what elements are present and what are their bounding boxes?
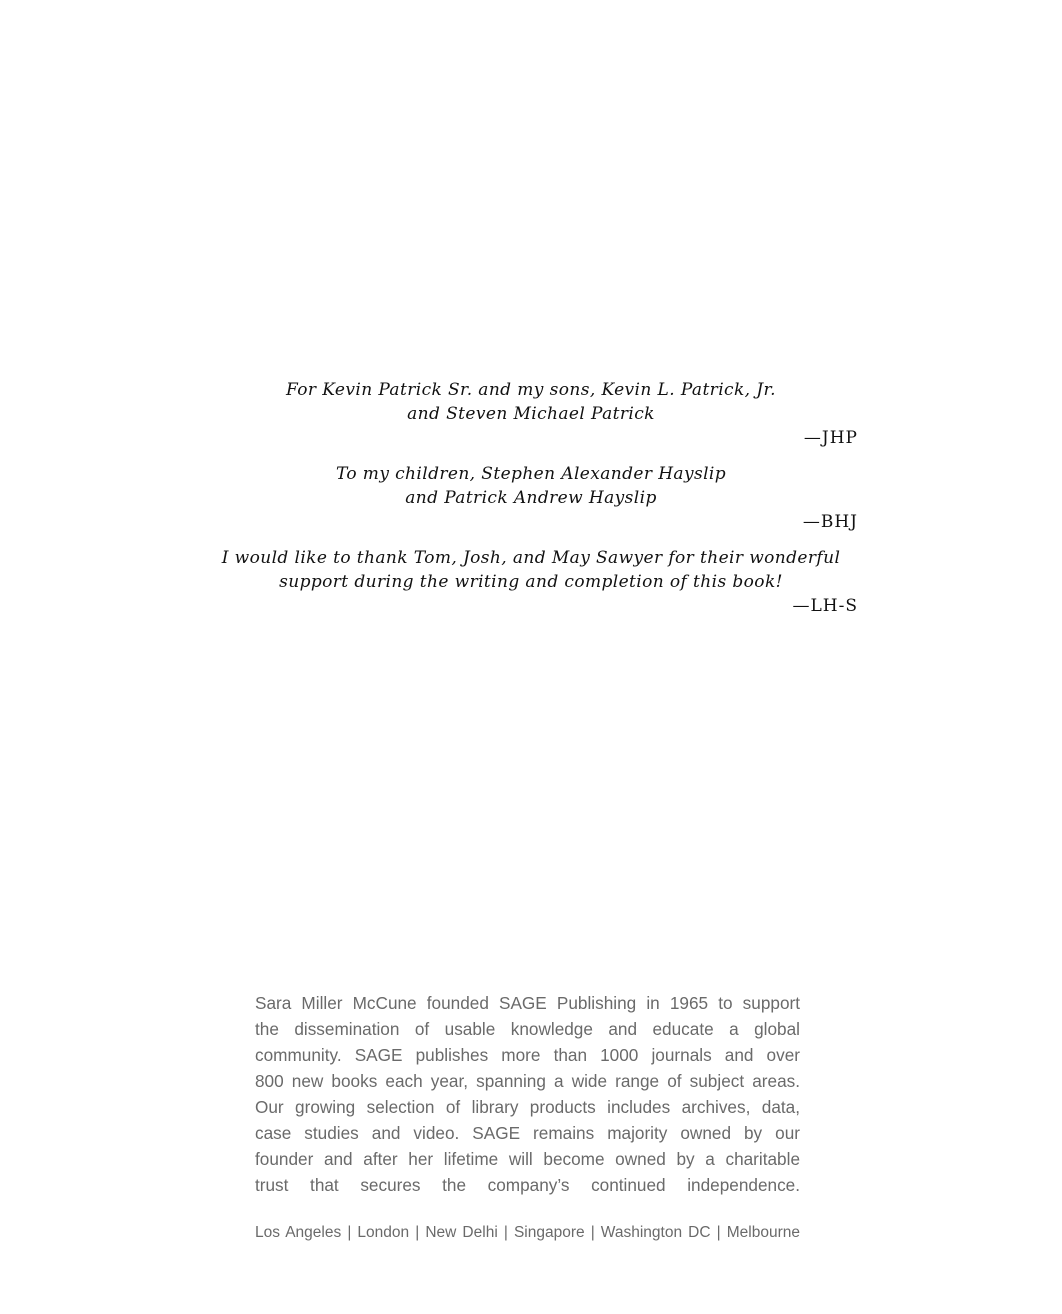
dedication-2-line-1: To my children, Stephen Alexander Hayslip: [335, 464, 727, 484]
about-line-5: Our growing selection of library products includes archives, data,: [255, 1097, 800, 1117]
dedication-3-signature: —LH-S: [792, 596, 858, 616]
about-line-8: trust that secures the company’s continued independence.: [255, 1175, 800, 1195]
dedication-2-signature: —BHJ: [802, 512, 858, 532]
about-line-1: Sara Miller McCune founded SAGE Publishing in 1965 to support: [255, 993, 800, 1013]
dedication-3-line-2: support during the writing and completion of this book!: [279, 572, 783, 592]
about-line-4: 800 new books each year, spanning a wide range of subject areas.: [255, 1071, 800, 1091]
about-line-6: case studies and video. SAGE remains majority owned by our: [255, 1123, 800, 1143]
dedication-1-signature: —JHP: [803, 428, 858, 448]
dedication-1-line-2: and Steven Michael Patrick: [407, 404, 655, 424]
dedication-3-line-1: I would like to thank Tom, Josh, and May Sawyer for their wonderful: [221, 548, 841, 568]
about-line-3: community. SAGE publishes more than 1000 journals and over: [255, 1045, 800, 1065]
dedication-2-line-2: and Patrick Andrew Hayslip: [405, 488, 657, 508]
about-line-2: the dissemination of usable knowledge and educate a global: [255, 1019, 800, 1039]
publisher-cities: Los Angeles | London | New Delhi | Singapore | Washington DC | Melbourne: [255, 1224, 800, 1241]
about-line-7: founder and after her lifetime will become owned by a charitable: [255, 1149, 800, 1169]
publisher-about-paragraph: [255, 990, 800, 1198]
dedication-1-line-1: For Kevin Patrick Sr. and my sons, Kevin L. Patrick, Jr.: [286, 380, 776, 400]
